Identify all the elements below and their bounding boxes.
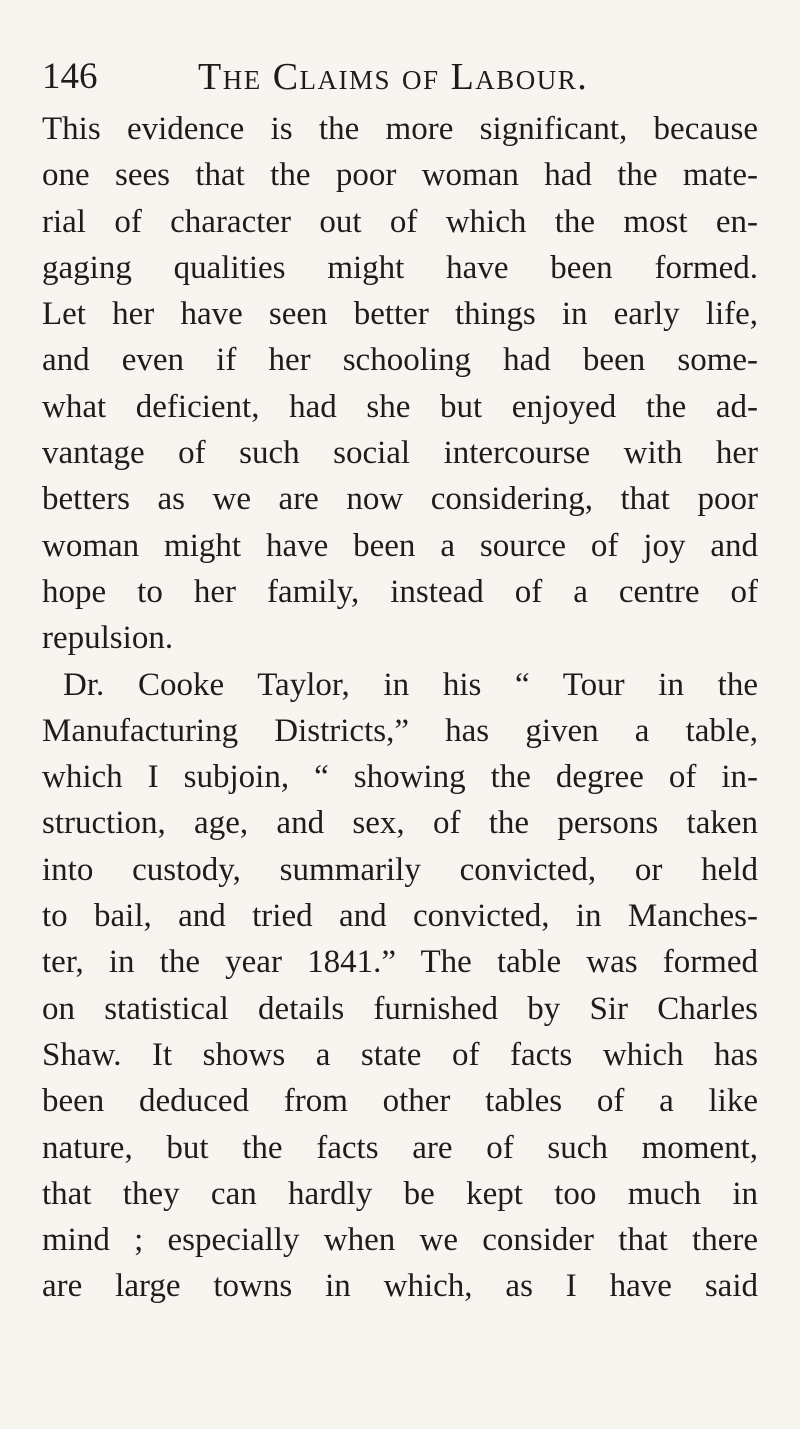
text-line: one sees that the poor woman had the mate-: [42, 157, 758, 194]
text-line: and even if her schooling had been some-: [42, 342, 758, 379]
running-title: The Claims of Labour.: [198, 56, 589, 98]
text-line: Let her have seen better things in early life,: [42, 296, 758, 333]
text-line: vantage of such social intercourse with her: [42, 435, 758, 472]
text-line: Dr. Cooke Taylor, in his “ Tour in the: [63, 666, 758, 703]
running-head: [42, 52, 762, 102]
text-line: repulsion.: [42, 620, 174, 657]
page-number: 146: [42, 56, 98, 97]
text-line: rial of character out of which the most en-: [42, 203, 758, 240]
text-line: woman might have been a source of joy and: [42, 527, 758, 564]
text-line: This evidence is the more significant, because: [42, 111, 758, 147]
text-line: Manufacturing Districts,” has given a table,: [42, 712, 758, 749]
text-line: nature, but the facts are of such moment,: [42, 1129, 758, 1166]
text-line: been deduced from other tables of a like: [42, 1083, 758, 1120]
text-line: ter, in the year 1841.” The table was formed: [42, 944, 758, 981]
body-text: [42, 106, 758, 1310]
text-line: that they can hardly be kept too much in: [42, 1175, 758, 1212]
text-line: mind ; especially when we consider that there: [42, 1222, 758, 1259]
text-line: which I subjoin, “ showing the degree of in-: [42, 759, 758, 796]
text-line: hope to her family, instead of a centre of: [42, 573, 758, 610]
text-line: betters as we are now considering, that poor: [42, 481, 758, 518]
text-line: gaging qualities might have been formed.: [42, 249, 758, 286]
text-line: on statistical details furnished by Sir Charles: [42, 990, 758, 1027]
text-line: are large towns in which, as I have said: [42, 1268, 758, 1305]
text-line: into custody, summarily convicted, or held: [42, 851, 758, 888]
text-line: what deficient, had she but enjoyed the ad-: [42, 388, 758, 425]
text-line: to bail, and tried and convicted, in Manches-: [42, 898, 758, 935]
text-line: Shaw. It shows a state of facts which has: [42, 1036, 758, 1073]
text-line: struction, age, and sex, of the persons taken: [42, 805, 758, 842]
